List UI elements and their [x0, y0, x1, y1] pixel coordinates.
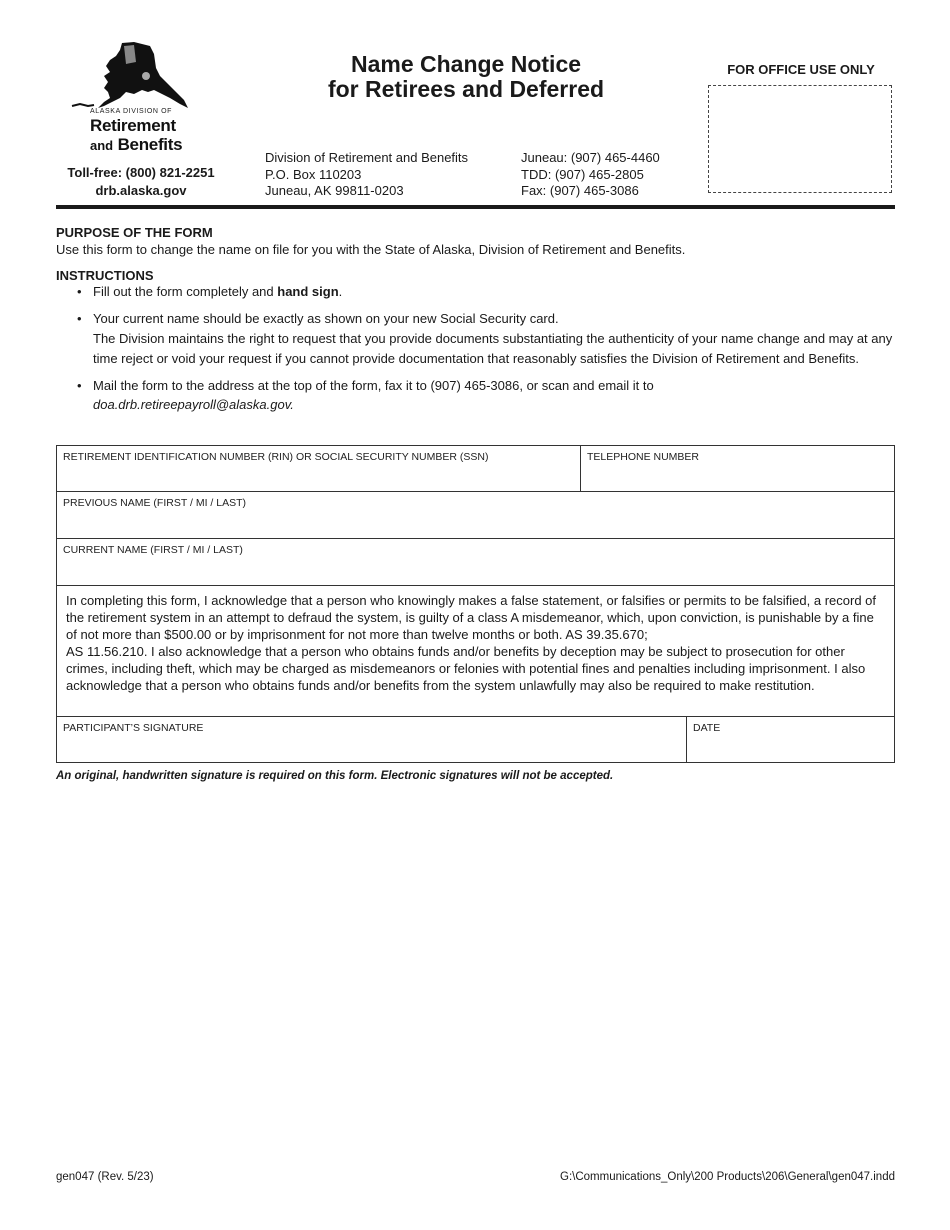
previous-name-label: PREVIOUS NAME (FIRST / MI / LAST): [63, 497, 246, 509]
acknowledgement-text: [66, 592, 882, 694]
logo-word-benefits: Benefits: [117, 135, 183, 154]
office-use-box: [708, 85, 892, 193]
alaska-map-icon: [64, 40, 194, 110]
date-label: DATE: [693, 722, 721, 734]
signature-note: An original, handwritten signature is required on this form. Electronic signatures will not be accepted.: [56, 770, 614, 782]
instruction-item: [56, 282, 896, 302]
instruction-item: [56, 376, 896, 413]
telephone-label: TELEPHONE NUMBER: [587, 451, 700, 463]
purpose-text: Use this form to change the name on file for you with the State of Alaska, Division of Retirement and Benefits.: [56, 242, 686, 257]
website-link[interactable]: drb.alaska.gov: [95, 183, 187, 198]
address-line2: P.O. Box 110203: [265, 166, 362, 182]
toll-free-number: Toll-free: (800) 821-2251: [67, 165, 215, 180]
date-field[interactable]: [686, 716, 895, 763]
instructions-list: [56, 282, 896, 413]
form-id: gen047 (Rev. 5/23): [56, 1171, 154, 1183]
address-line3: Juneau, AK 99811-0203: [265, 183, 404, 198]
email-link[interactable]: doa.drb.retireepayroll@alaska.gov.: [93, 397, 294, 412]
instruction-emphasis: hand sign: [277, 284, 339, 299]
mailing-address: [265, 150, 468, 200]
instruction-text-detail: The Division maintains the right to request that you provide documents substantiating the authenticity of your name change and may at any time reject or void your request if you cannot provide documentation that reasonably satisfies the Division of Retirement and Benefits.: [93, 331, 893, 366]
header-divider: [56, 205, 895, 209]
logo-word-retirement: Retirement: [90, 116, 176, 135]
logo-line2: [90, 135, 182, 155]
address-line1: Division of Retirement and Benefits: [265, 150, 469, 165]
signature-field[interactable]: [56, 716, 687, 763]
current-name-label: CURRENT NAME (FIRST / MI / LAST): [63, 544, 243, 556]
previous-name-field[interactable]: [56, 491, 895, 539]
form-title-line2: for Retirees and Deferred: [327, 76, 605, 102]
juneau-phone: Juneau: (907) 465-4460: [521, 150, 660, 165]
tdd-phone: TDD: (907) 465-2805: [521, 166, 644, 182]
telephone-field[interactable]: [580, 445, 895, 492]
rin-ssn-field[interactable]: [56, 445, 581, 492]
instruction-text-end: .: [338, 284, 343, 299]
fax-number: Fax: (907) 465-3086: [521, 183, 639, 198]
file-path: G:\Communications_Only\200 Products\206\General\gen047.indd: [560, 1171, 895, 1183]
logo-word-and: and: [90, 138, 114, 153]
form-title-line1: Name Change Notice: [350, 51, 582, 77]
logo-subtitle: ALASKA DIVISION OF: [90, 108, 172, 115]
purpose-heading: PURPOSE OF THE FORM: [56, 225, 213, 240]
acknowledgement-box: [56, 585, 895, 717]
signature-label: PARTICIPANT’S SIGNATURE: [63, 722, 204, 734]
rin-ssn-label: RETIREMENT IDENTIFICATION NUMBER (RIN) OR SOCIAL SECURITY NUMBER (SSN): [63, 451, 489, 463]
phone-numbers: [521, 150, 660, 200]
instruction-text: • Mail the form to the address at the top of the form, fax it to (907) 465-3086, or scan and email it to: [93, 378, 654, 393]
office-use-label: FOR OFFICE USE ONLY: [727, 62, 875, 77]
instructions-heading: INSTRUCTIONS: [56, 268, 154, 283]
division-logo: [64, 40, 194, 158]
acknowledgement-paragraph2: AS 11.56.210. I also acknowledge that a person who obtains funds and/or benefits by deception may be subject to prosecution for other crimes, including theft, which may be charged as misdemeanors or felonies with potential fines and penalties including imprisonment. I also acknowledge that a person who obtains funds and/or benefits from the system unlawfully may also be required to make restitution.: [66, 644, 866, 693]
instruction-text: Fill out the form completely and: [93, 284, 278, 299]
current-name-field[interactable]: [56, 538, 895, 586]
acknowledgement-paragraph1: In completing this form, I acknowledge that a person who knowingly makes a false statement, or falsifies or permits to be falsified, a record of the retirement system in an attempt to defraud the system, is guilty of a class A misdemeanor, which, upon conviction, is punishable by a fine of not more than $500.00 or by imprisonment for not more than twelve months or both. AS 39.35.670;: [66, 593, 876, 642]
instruction-text: • Your current name should be exactly as shown on your new Social Security card.: [93, 311, 559, 326]
instruction-item: [56, 309, 896, 369]
